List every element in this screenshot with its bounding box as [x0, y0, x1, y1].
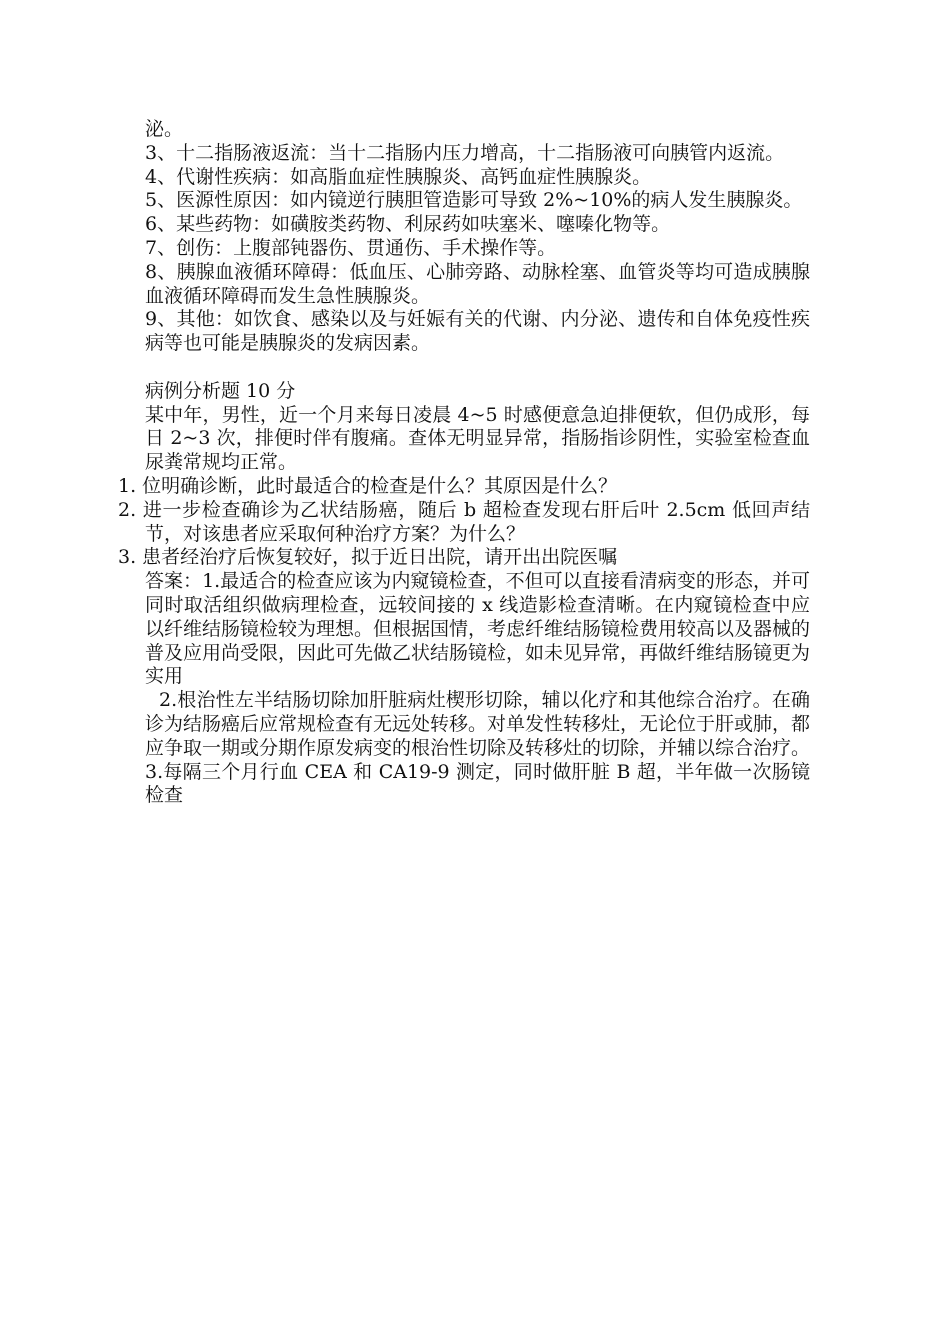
paragraph-drugs: 6、某些药物：如磺胺类药物、利尿药如呋塞米、噻嗪化物等。: [145, 213, 671, 236]
paragraph-iatrogenic-cause: 5、医源性原因：如内镜逆行胰胆管造影可导致 2%~10%的病人发生胰腺炎。: [145, 189, 803, 212]
paragraph-continuation: 泌。: [145, 118, 184, 140]
paragraph-trauma: 7、创伤：上腹部钝器伤、贯通伤、手术操作等。: [145, 236, 557, 259]
paragraph-other-causes: 9、其他：如饮食、感染以及与妊娠有关的代谢、内分泌、遗传和自体免疫性疾病等也可能是胰腺炎的发病因素。: [145, 308, 810, 355]
question-3: 3. 患者经治疗后恢复较好，拟于近日出院，请开出出院医嘱: [118, 546, 618, 569]
question-1: 1. 位明确诊断，此时最适合的检查是什么？其原因是什么？: [118, 474, 618, 497]
paragraph-duodenal-reflux: 3、十二指肠液返流：当十二指肠内压力增高，十二指肠液可向胰管内返流。: [145, 141, 785, 164]
question-2: 2. 进一步检查确诊为乙状结肠癌，随后 b 超检查发现右肝后叶 2.5cm 低回声结节，对该患者应采取何种治疗方案？为什么？: [118, 498, 810, 545]
case-heading: 病例分析题 10 分: [145, 379, 296, 402]
blank-line: [145, 356, 810, 380]
paragraph-circulation-disorder: 8、胰腺血液循环障碍：低血压、心肺旁路、动脉栓塞、血管炎等均可造成胰腺血液循环障碍而发生急性胰腺炎。: [145, 260, 810, 307]
answer-1: 答案：1.最适合的检查应该为内窥镜检查，不但可以直接看清病变的形态，并可同时取活组织做病理检查，远较间接的 x 线造影检查清晰。在内窥镜检查中应以纤维结肠镜检较为理想。但根据国情，考虑纤维结肠镜检费用较高以及器械的普及应用尚受限，因此可先做乙状结肠镜检，如未见异常，再做纤维结肠镜更为实用: [145, 570, 811, 688]
answer-2: 2.根治性左半结肠切除加肝脏病灶楔形切除，辅以化疗和其他综合治疗。在确诊为结肠癌后应常规检查有无远处转移。对单发性转移灶，无论位于肝或肺，都应争取一期或分期作原发病变的根治性切除及转移灶的切除，并辅以综合治疗。: [145, 689, 811, 759]
paragraph-metabolic-disease: 4、代谢性疾病：如高脂血症性胰腺炎、高钙血症性胰腺炎。: [145, 165, 652, 188]
document-body: [118, 118, 811, 808]
case-description: 某中年，男性，近一个月来每日凌晨 4~5 时感便意急迫排便软，但仍成形，每日 2~3 次，排便时伴有腹痛。查体无明显异常，指肠指诊阴性，实验室检查血尿粪常规均正常。: [145, 403, 810, 474]
answer-3: 3.每隔三个月行血 CEA 和 CA19-9 测定，同时做肝脏 B 超，半年做一次肠镜检查: [145, 760, 810, 807]
